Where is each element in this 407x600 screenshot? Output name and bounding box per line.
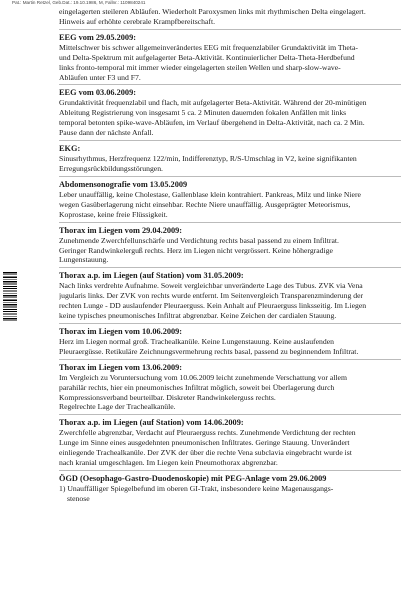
body-line: Im Vergleich zu Voruntersuchung vom 10.06.2009 leicht zunehmende Verschattung vor allem — [59, 372, 347, 382]
body-line: Lunge im Sinne eines ausgedehnten pneumonischen Infiltrates. Geringe Stauung. Unverändert — [59, 438, 350, 448]
section-ekg — [59, 144, 405, 174]
section-title: EEG vom 29.05.2009: — [59, 32, 136, 42]
body-line: einliegende Trachealkanüle. Der ZVK der über die rechte Vena subclavia eingebracht wurde ist — [59, 448, 352, 458]
body-line: rechten Lunge - DD auslaufender Pleuraerguss. Kein Anhalt auf Pleuraerguss linksseitig. Im Liegen — [59, 301, 367, 311]
body-line: Regelrechte Lage der Trachealkanüle. — [59, 402, 176, 412]
section-eeg-29-05 — [59, 33, 405, 83]
body-line: Pause dann der nächste Anfall. — [59, 128, 154, 138]
section-abdomensonografie — [59, 180, 405, 220]
body-line: Erregungsrückbildungsstörungen. — [59, 163, 163, 173]
body-line: nach kranial umgeschlagen. Im Liegen kein Pneumothorax abgrenzbar. — [59, 458, 278, 468]
document-body — [59, 7, 405, 504]
section-thorax-14-06 — [59, 418, 405, 468]
section-title: Thorax a.p. im Liegen (auf Station) vom 14.06.2009: — [59, 418, 244, 428]
body-line: Zunehmende Zwerchfellunschärfe und Verdichtung rechts basal passend zu einem Infiltrat. — [59, 235, 339, 245]
section-thorax-13-06 — [59, 363, 405, 413]
body-line: jugularis links. Der ZVK von rechts wurde entfernt. Im Seitenvergleich Transparenzminderung der — [59, 291, 364, 301]
section-divider — [59, 470, 401, 471]
section-title: EKG: — [59, 144, 81, 154]
body-line: Mittelschwer bis schwer allgemeinverändertes EEG mit frequenzlabiler Grundaktivität im Theta- — [59, 42, 358, 52]
section-title: ÖGD (Oesophago-Gastro-Duodenoskopie) mit PEG-Anlage vom 29.06.2009 — [59, 474, 327, 483]
section-divider — [59, 84, 401, 85]
section-thorax-10-06 — [59, 327, 405, 357]
body-line: eingelagerten steileren Abläufen. Wiederholt Paroxysmen links mit rhythmischen Delta eingelagert. — [59, 7, 366, 16]
body-line: Leber unauffällig, keine Cholestase, Gallenblase klein kontrahiert. Pankreas, Milz und linke Niere — [59, 189, 361, 199]
body-line: Ableitung Registrierung von insgesamt 5 ca. 2 Minuten dauernden fokalen Anfällen mit links — [59, 108, 347, 118]
body-line: Hinweis auf erhöhte cerebrale Krampfbereitschaft. — [59, 16, 216, 26]
section-oegd — [59, 474, 405, 504]
body-line: parahilär rechts, hier ein pneumonisches Infiltrat möglich, soweit bei Überlagerung durch — [59, 382, 335, 392]
body-line: Herz im Liegen normal groß. Trachealkanüle. Keine Lungenstauung. Keine auslaufenden — [59, 336, 334, 346]
body-line: Sinusrhythmus, Herzfrequenz 122/min, Indifferenztyp, R/S-Umschlag in V2, keine signifikanten — [59, 154, 357, 164]
section-divider — [59, 176, 401, 177]
section-divider — [59, 222, 401, 223]
section-title: Thorax a.p. im Liegen (auf Station) vom 31.05.2009: — [59, 271, 244, 281]
body-line: stenose — [67, 493, 90, 503]
body-line: Koprostase, keine freie Flüssigkeit. — [59, 209, 168, 219]
barcode — [3, 272, 17, 322]
section-divider — [59, 140, 401, 141]
body-line: Kompressionsverband beurteilbar. Diskreter Randwinkelerguss rechts. — [59, 392, 276, 402]
section-eeg-03-06 — [59, 88, 405, 138]
body-line: links fronto-temporal mit immer wieder eingelagerten steilen Wellen und sharp-slow-wave- — [59, 62, 341, 72]
body-line: und Delta-Spektrum mit aufgelagerter Beta-Aktivität. Kontinuierlicher Delta-Theta-Herdbefund — [59, 52, 355, 62]
patient-header: Pat.: Martin Retzel, Geb.Dat.: 19.10.1986, M, Fallnr.: 1109840241 — [12, 0, 146, 5]
body-line: keine typisches pneumonisches Infiltrat abgrenzbar. Keine Zeichen der cardialen Stauung. — [59, 311, 337, 321]
body-line: Abläufen unter F3 und F7. — [59, 72, 141, 82]
body-line: Nach links verdrehte Aufnahme. Soweit vergleichbar unveränderte Lage des Tubus. ZVK via Vena — [59, 281, 363, 291]
body-line: Geringer Randwinkelerguß rechts. Herz im Liegen nicht vergrössert. Keine höhergradige — [59, 245, 333, 255]
section-title: Thorax im Liegen vom 13.06.2009: — [59, 362, 183, 372]
section-divider — [59, 359, 401, 360]
body-line: wegen Gasüberlagerung nicht einsehbar. Rechte Niere unauffällig. Ausgeprägter Meteorismus, — [59, 199, 351, 209]
body-line: Grundaktivität frequenzlabil und flach, mit aufgelagerter Beta-Aktivität. Während der 20-minütigen — [59, 98, 367, 108]
body-line: Zwerchfelle abgrenzbar, Verdacht auf Pleuraerguss rechts. Zunehmende Verdichtung der rechten — [59, 428, 356, 438]
section-title: Thorax im Liegen vom 10.06.2009: — [59, 326, 183, 336]
section-thorax-29-04 — [59, 226, 405, 266]
continuation-text — [59, 7, 405, 27]
section-thorax-31-05 — [59, 271, 405, 321]
section-divider — [59, 414, 401, 415]
body-line: Lungenstauung. — [59, 255, 109, 265]
body-line: 1) Unauffälliger Spiegelbefund im oberen GI-Trakt, insbesondere keine Magenausgangs- — [59, 484, 334, 493]
section-title: Thorax im Liegen vom 29.04.2009: — [59, 225, 183, 235]
section-title: Abdomensonografie vom 13.05.2009 — [59, 179, 188, 189]
section-divider — [59, 29, 401, 30]
section-title: EEG vom 03.06.2009: — [59, 88, 136, 98]
section-divider — [59, 267, 401, 268]
section-divider — [59, 323, 401, 324]
body-line: temporal betonten spike-wave-Abläufen, im Verlauf übergehend in Delta-Aktivität, nach ca. 2 Min. — [59, 118, 365, 128]
body-line: Pleuraergüsse. Retikuläre Zeichnungsvermehrung rechts basal, passend zu beginnendem Infiltrat. — [59, 346, 359, 356]
